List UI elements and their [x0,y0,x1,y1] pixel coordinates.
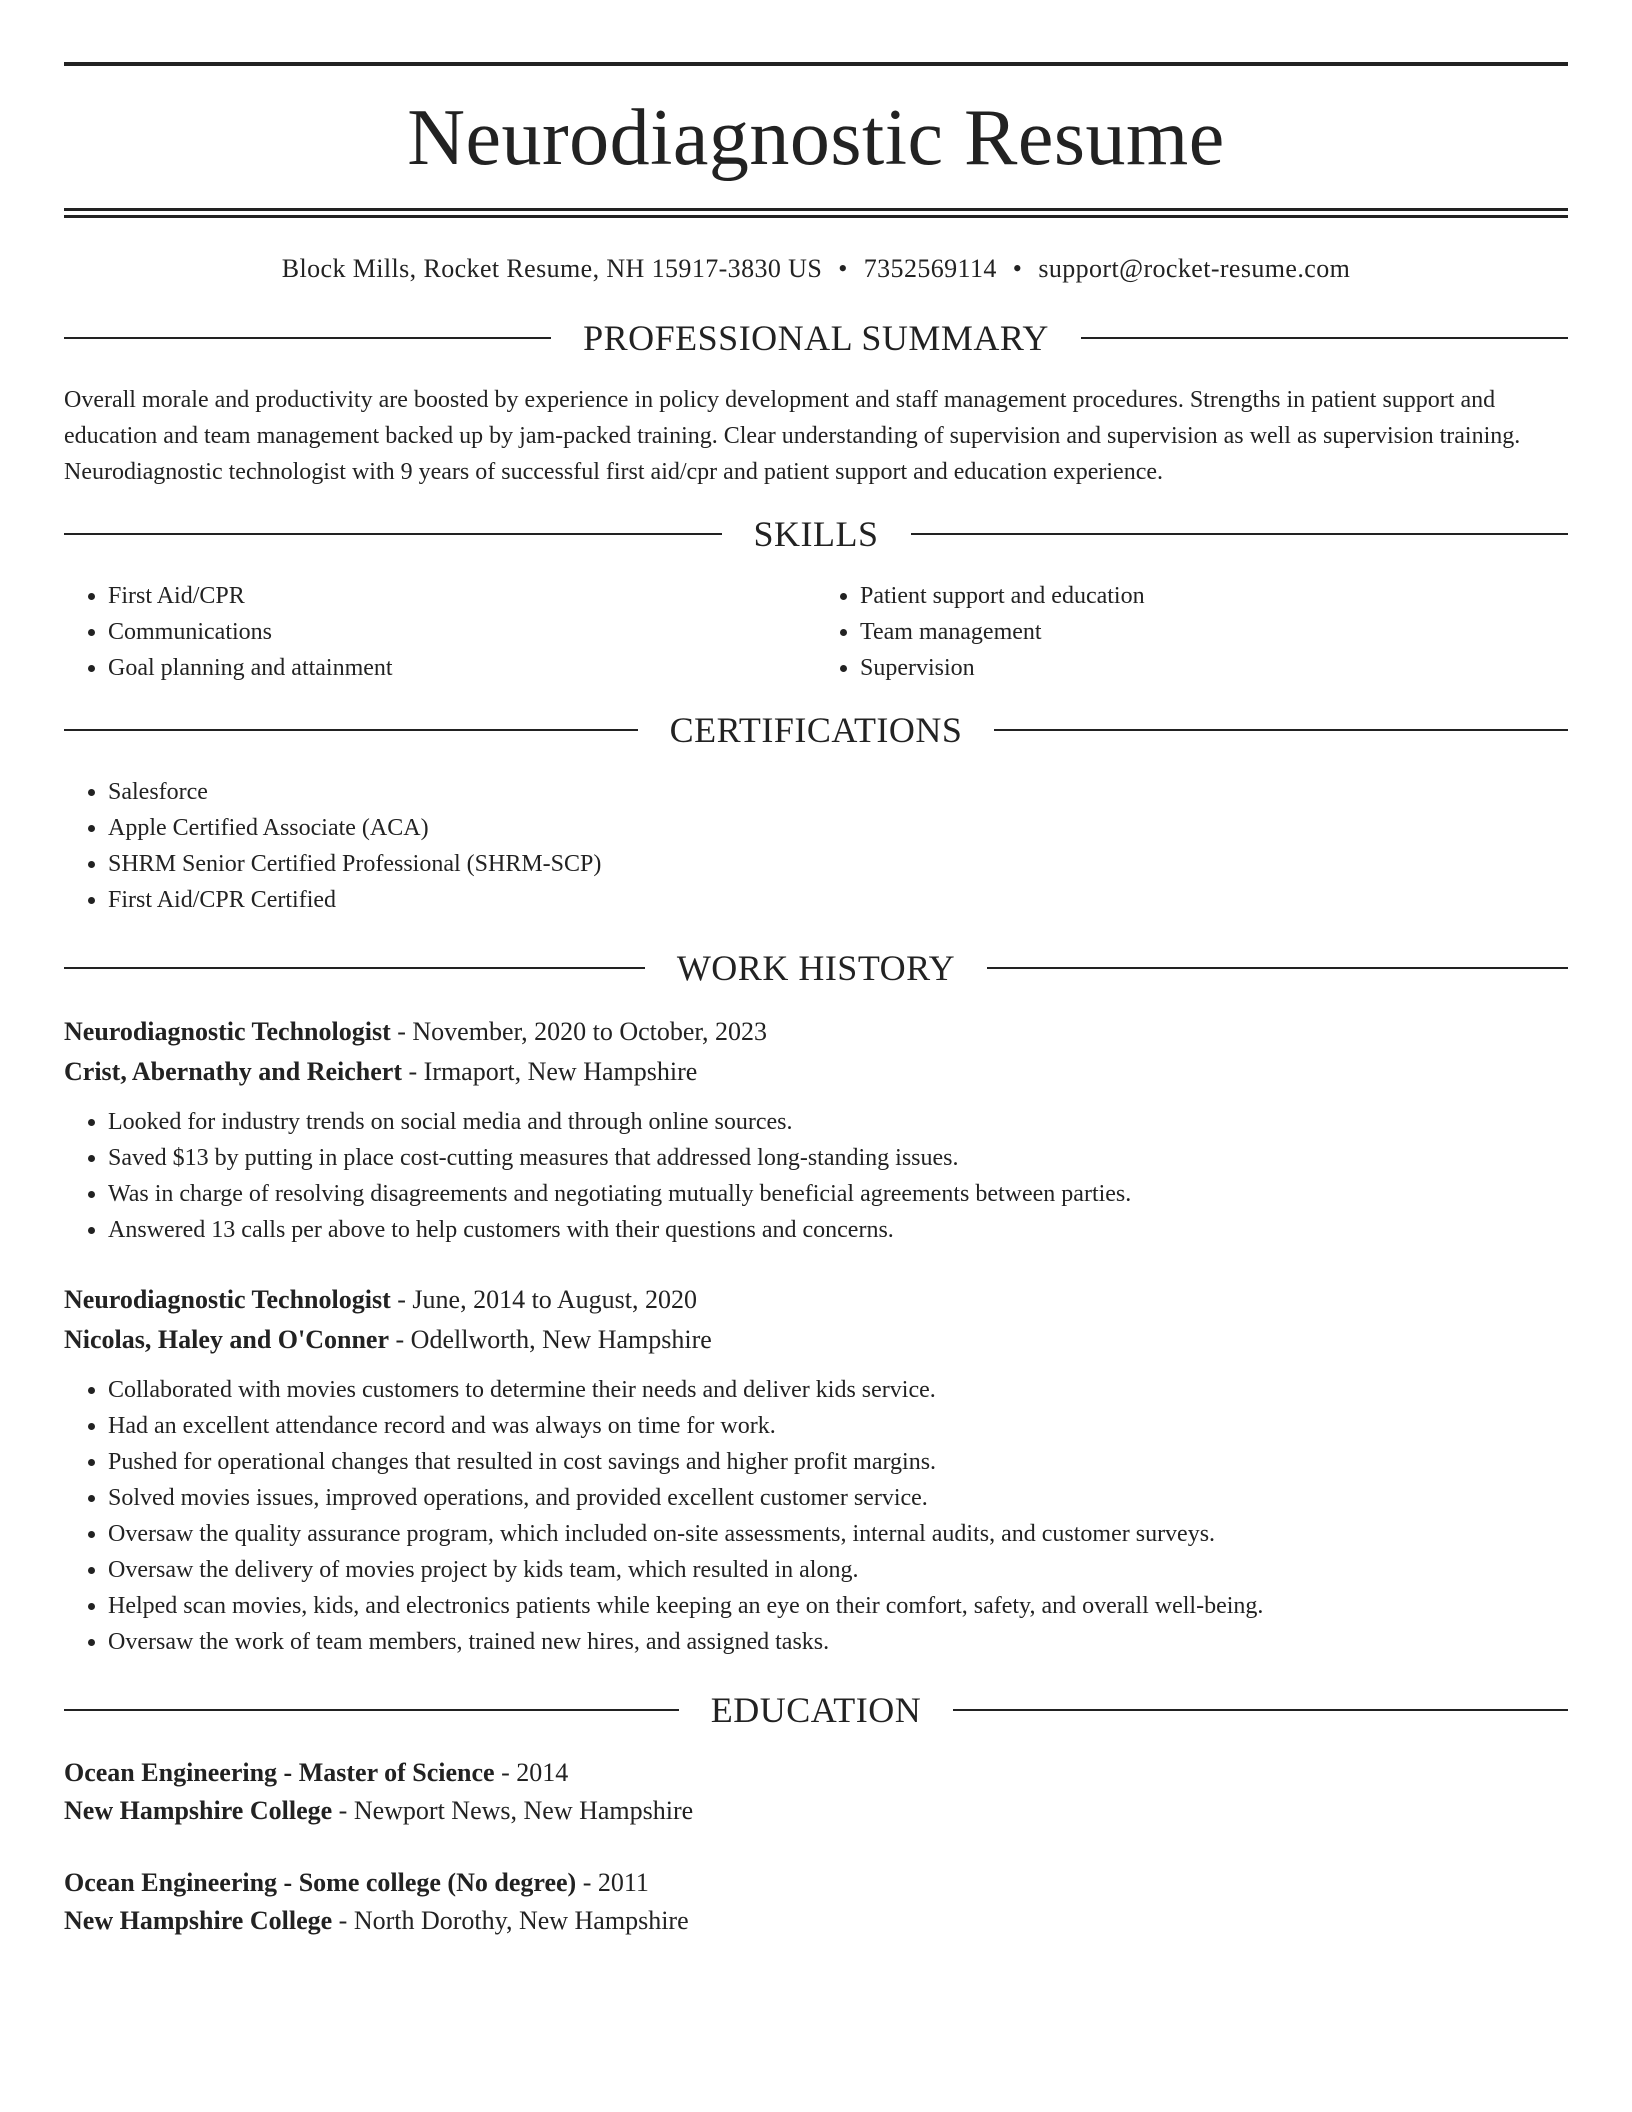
certification-item: • Salesforce [108,774,1568,810]
heading-rule [64,729,638,731]
education-entry [64,1754,1568,1830]
contact-address: Block Mills, Rocket Resume, NH 15917-3830 US [281,254,823,283]
job-bullet: • Answered 13 calls per above to help customers with their questions and concerns. [108,1212,1568,1248]
job-bullet: • Solved movies issues, improved operations, and provided excellent customer service. [108,1480,1568,1516]
job-bullet: • Oversaw the delivery of movies project by kids team, which resulted in along. [108,1552,1568,1588]
heading-rule [64,1709,679,1711]
job-bullet: • Oversaw the work of team members, trained new hires, and assigned tasks. [108,1624,1568,1660]
section-heading-education [64,1692,1568,1728]
skills-grid [64,578,1568,686]
job-title: Neurodiagnostic Technologist [64,1285,391,1314]
section-title: SKILLS [753,514,879,554]
education-location: - Newport News, New Hampshire [332,1796,694,1825]
heading-rule [953,1709,1568,1711]
skills-list-right [816,578,1568,686]
job-location: - Odellworth, New Hampshire [389,1325,712,1354]
job-bullet: • Had an excellent attendance record and was always on time for work. [108,1408,1568,1444]
education-school: New Hampshire College [64,1796,333,1825]
heading-rule [1081,337,1568,339]
section-heading-skills [64,516,1568,552]
job-bullet: • Collaborated with movies customers to determine their needs and deliver kids service. [108,1372,1568,1408]
section-title: WORK HISTORY [676,948,956,988]
job-bullet: • Was in charge of resolving disagreements and negotiating mutually beneficial agreements between parties. [108,1176,1568,1212]
education-school-line [64,1902,1568,1940]
job-title: Neurodiagnostic Technologist [64,1017,391,1046]
contact-email: support@rocket-resume.com [1038,254,1351,283]
education-degree: Ocean Engineering - Some college (No degree) [64,1868,577,1897]
contact-phone: 7352569114 [863,254,997,283]
skill-item: • First Aid/CPR [108,578,816,614]
job-dates: - June, 2014 to August, 2020 [390,1285,697,1314]
page-title: Neurodiagnostic Resume [407,94,1225,182]
education-degree-line [64,1754,1568,1792]
education-entry [64,1864,1568,1940]
education-year: - 2011 [576,1868,649,1897]
skill-item: • Communications [108,614,816,650]
education-school-line [64,1792,1568,1830]
education-degree-line [64,1864,1568,1902]
top-rule [64,62,1568,66]
job-bullet: • Helped scan movies, kids, and electronics patients while keeping an eye on their comfort, safety, and overall well-being. [108,1588,1568,1624]
job-company-line [64,1320,1568,1360]
job-title-line [64,1280,1568,1320]
education-degree: Ocean Engineering - Master of Science [64,1758,495,1787]
heading-rule [64,337,551,339]
certification-item: • SHRM Senior Certified Professional (SHRM-SCP) [108,846,1568,882]
education-year: - 2014 [494,1758,569,1787]
job-entry [64,1280,1568,1660]
education-school: New Hampshire College [64,1906,333,1935]
heading-rule [911,533,1569,535]
job-bullet: • Oversaw the quality assurance program, which included on-site assessments, internal audits, and customer surveys. [108,1516,1568,1552]
job-bullets [64,1104,1568,1248]
section-title: PROFESSIONAL SUMMARY [583,318,1049,358]
skill-item: • Patient support and education [860,578,1568,614]
job-location: - Irmaport, New Hampshire [401,1057,698,1086]
job-dates: - November, 2020 to October, 2023 [390,1017,768,1046]
certifications-list [64,774,1568,918]
skill-item: • Supervision [860,650,1568,686]
section-title: CERTIFICATIONS [669,710,963,750]
heading-rule [64,967,645,969]
skills-list-left [64,578,816,686]
job-bullet: • Pushed for operational changes that resulted in cost savings and higher profit margins. [108,1444,1568,1480]
job-title-line [64,1012,1568,1052]
section-title: EDUCATION [710,1690,922,1730]
title-double-rule [64,208,1568,218]
job-bullet: • Saved $13 by putting in place cost-cutting measures that addressed long-standing issues. [108,1140,1568,1176]
contact-separator: • [1012,254,1023,283]
job-company: Nicolas, Haley and O'Conner [64,1325,390,1354]
section-heading-summary [64,320,1568,356]
job-entry [64,1012,1568,1248]
heading-rule [64,533,722,535]
contact-line [64,254,1568,284]
skill-item: • Goal planning and attainment [108,650,816,686]
job-company-line [64,1052,1568,1092]
section-heading-certifications [64,712,1568,748]
section-heading-work [64,950,1568,986]
contact-separator: • [838,254,848,283]
heading-rule [994,729,1568,731]
job-bullets [64,1372,1568,1660]
job-company: Crist, Abernathy and Reichert [64,1057,402,1086]
job-bullet: • Looked for industry trends on social media and through online sources. [108,1104,1568,1140]
certification-item: • First Aid/CPR Certified [108,882,1568,918]
skill-item: • Team management [860,614,1568,650]
summary-text: Overall morale and productivity are boosted by experience in policy development and staff management procedures. Strengths in patient support and education and team management backed up by jam-packed training. Clear understanding of supervision and supervision as well as supervision training. Neurodiagnostic technologist with 9 years of successful first aid/cpr and patient support and education experience. [64,387,1521,485]
education-location: - North Dorothy, New Hampshire [332,1906,689,1935]
certification-item: • Apple Certified Associate (ACA) [108,810,1568,846]
heading-rule [987,967,1568,969]
